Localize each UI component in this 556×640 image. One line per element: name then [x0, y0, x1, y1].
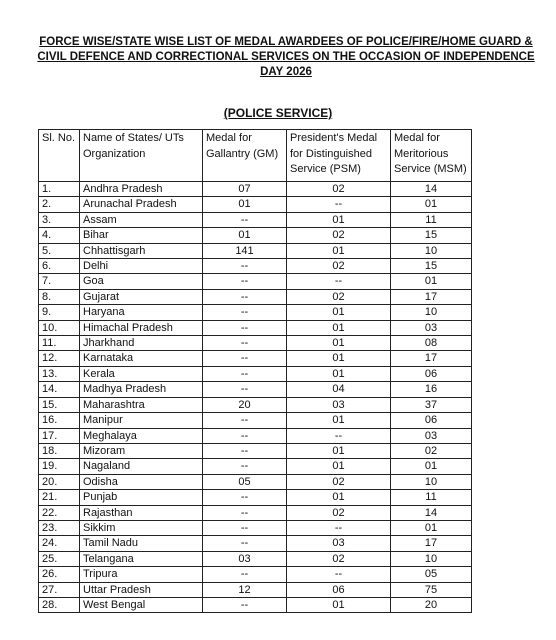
- state-name-cell: Tripura: [80, 567, 203, 582]
- psm-cell: 01: [287, 320, 391, 335]
- header-gallantry: Medal for Gallantry (GM): [203, 130, 287, 182]
- psm-cell: --: [287, 520, 391, 535]
- msm-cell: 05: [391, 567, 472, 582]
- psm-cell: 02: [287, 259, 391, 274]
- sl-no-cell: 1.: [39, 182, 80, 197]
- table-row: [39, 520, 472, 535]
- msm-cell: 17: [391, 351, 472, 366]
- state-name-cell: Telangana: [80, 551, 203, 566]
- table-row: [39, 228, 472, 243]
- psm-cell: 03: [287, 397, 391, 412]
- gallantry-cell: --: [203, 428, 287, 443]
- table-row: [39, 490, 472, 505]
- msm-cell: 01: [391, 197, 472, 212]
- gallantry-cell: --: [203, 520, 287, 535]
- gallantry-cell: --: [203, 443, 287, 458]
- msm-cell: 11: [391, 490, 472, 505]
- psm-cell: 01: [287, 351, 391, 366]
- msm-cell: 20: [391, 597, 472, 612]
- msm-cell: 02: [391, 443, 472, 458]
- psm-cell: 02: [287, 228, 391, 243]
- sl-no-cell: 14.: [39, 382, 80, 397]
- document-title: FORCE WISE/STATE WISE LIST OF MEDAL AWARDEES OF POLICE/FIRE/HOME GUARD & CIVIL DEFENCE AND CORRECTIONAL SERVICES ON THE OCCASION OF INDEPENDENCE DAY 2026: [37, 36, 535, 78]
- gallantry-cell: 01: [203, 228, 287, 243]
- sl-no-cell: 5.: [39, 243, 80, 258]
- state-name-cell: West Bengal: [80, 597, 203, 612]
- state-name-cell: Kerala: [80, 366, 203, 381]
- state-name-cell: Odisha: [80, 474, 203, 489]
- sl-no-cell: 19.: [39, 459, 80, 474]
- state-name-cell: Mizoram: [80, 443, 203, 458]
- table-row: [39, 551, 472, 566]
- sl-no-cell: 27.: [39, 582, 80, 597]
- gallantry-cell: --: [203, 505, 287, 520]
- table-row: [39, 397, 472, 412]
- table-row: [39, 567, 472, 582]
- table-row: [39, 351, 472, 366]
- sl-no-cell: 23.: [39, 520, 80, 535]
- state-name-cell: Chhattisgarh: [80, 243, 203, 258]
- state-name-cell: Goa: [80, 274, 203, 289]
- gallantry-cell: --: [203, 336, 287, 351]
- gallantry-cell: --: [203, 490, 287, 505]
- sl-no-cell: 21.: [39, 490, 80, 505]
- state-name-cell: Punjab: [80, 490, 203, 505]
- sl-no-cell: 9.: [39, 305, 80, 320]
- table-body: [39, 182, 472, 613]
- sl-no-cell: 11.: [39, 336, 80, 351]
- gallantry-cell: --: [203, 259, 287, 274]
- gallantry-cell: --: [203, 597, 287, 612]
- gallantry-cell: --: [203, 274, 287, 289]
- sl-no-cell: 2.: [39, 197, 80, 212]
- msm-cell: 11: [391, 212, 472, 227]
- header-psm: President's Medal for Distinguished Service (PSM): [287, 130, 391, 182]
- gallantry-cell: 03: [203, 551, 287, 566]
- psm-cell: 01: [287, 443, 391, 458]
- state-name-cell: Tamil Nadu: [80, 536, 203, 551]
- msm-cell: 17: [391, 536, 472, 551]
- sl-no-cell: 6.: [39, 259, 80, 274]
- sl-no-cell: 25.: [39, 551, 80, 566]
- table-row: [39, 320, 472, 335]
- table-row: [39, 536, 472, 551]
- psm-cell: 02: [287, 474, 391, 489]
- state-name-cell: Uttar Pradesh: [80, 582, 203, 597]
- header-msm: Medal for Meritorious Service (MSM): [391, 130, 472, 182]
- table-row: [39, 212, 472, 227]
- psm-cell: 01: [287, 305, 391, 320]
- sl-no-cell: 20.: [39, 474, 80, 489]
- msm-cell: 37: [391, 397, 472, 412]
- state-name-cell: Meghalaya: [80, 428, 203, 443]
- gallantry-cell: --: [203, 459, 287, 474]
- msm-cell: 15: [391, 228, 472, 243]
- psm-cell: 04: [287, 382, 391, 397]
- sl-no-cell: 4.: [39, 228, 80, 243]
- table-row: [39, 505, 472, 520]
- msm-cell: 10: [391, 474, 472, 489]
- gallantry-cell: 01: [203, 197, 287, 212]
- table-row: [39, 597, 472, 612]
- sl-no-cell: 3.: [39, 212, 80, 227]
- table-row: [39, 474, 472, 489]
- state-name-cell: Bihar: [80, 228, 203, 243]
- sl-no-cell: 7.: [39, 274, 80, 289]
- psm-cell: 01: [287, 336, 391, 351]
- gallantry-cell: --: [203, 413, 287, 428]
- state-name-cell: Jharkhand: [80, 336, 203, 351]
- state-name-cell: Manipur: [80, 413, 203, 428]
- table-row: [39, 182, 472, 197]
- msm-cell: 03: [391, 428, 472, 443]
- state-name-cell: Andhra Pradesh: [80, 182, 203, 197]
- sl-no-cell: 10.: [39, 320, 80, 335]
- header-sl-no: Sl. No.: [39, 130, 80, 182]
- msm-cell: 14: [391, 505, 472, 520]
- table-row: [39, 428, 472, 443]
- table-row: [39, 336, 472, 351]
- state-name-cell: Haryana: [80, 305, 203, 320]
- gallantry-cell: --: [203, 567, 287, 582]
- psm-cell: 03: [287, 536, 391, 551]
- table-row: [39, 243, 472, 258]
- psm-cell: 01: [287, 243, 391, 258]
- sl-no-cell: 12.: [39, 351, 80, 366]
- psm-cell: 06: [287, 582, 391, 597]
- gallantry-cell: --: [203, 305, 287, 320]
- gallantry-cell: 20: [203, 397, 287, 412]
- msm-cell: 01: [391, 274, 472, 289]
- gallantry-cell: --: [203, 289, 287, 304]
- state-name-cell: Nagaland: [80, 459, 203, 474]
- sl-no-cell: 16.: [39, 413, 80, 428]
- table-row: [39, 197, 472, 212]
- gallantry-cell: --: [203, 320, 287, 335]
- gallantry-cell: 05: [203, 474, 287, 489]
- table-row: [39, 413, 472, 428]
- psm-cell: 01: [287, 597, 391, 612]
- msm-cell: 15: [391, 259, 472, 274]
- msm-cell: 10: [391, 243, 472, 258]
- gallantry-cell: --: [203, 536, 287, 551]
- psm-cell: --: [287, 428, 391, 443]
- table-row: [39, 366, 472, 381]
- gallantry-cell: 12: [203, 582, 287, 597]
- sl-no-cell: 26.: [39, 567, 80, 582]
- table-row: [39, 382, 472, 397]
- medal-table: [38, 129, 472, 613]
- gallantry-cell: --: [203, 382, 287, 397]
- msm-cell: 01: [391, 459, 472, 474]
- msm-cell: 14: [391, 182, 472, 197]
- state-name-cell: Sikkim: [80, 520, 203, 535]
- gallantry-cell: 141: [203, 243, 287, 258]
- table-row: [39, 289, 472, 304]
- sl-no-cell: 24.: [39, 536, 80, 551]
- table-row: [39, 443, 472, 458]
- psm-cell: 02: [287, 182, 391, 197]
- psm-cell: 01: [287, 413, 391, 428]
- psm-cell: 01: [287, 490, 391, 505]
- psm-cell: --: [287, 567, 391, 582]
- table-header-row: [39, 130, 472, 182]
- header-state-name: Name of States/ UTs Organization: [80, 130, 203, 182]
- table-row: [39, 459, 472, 474]
- msm-cell: 10: [391, 551, 472, 566]
- state-name-cell: Maharashtra: [80, 397, 203, 412]
- msm-cell: 03: [391, 320, 472, 335]
- sl-no-cell: 17.: [39, 428, 80, 443]
- gallantry-cell: 07: [203, 182, 287, 197]
- sl-no-cell: 15.: [39, 397, 80, 412]
- sl-no-cell: 13.: [39, 366, 80, 381]
- table-row: [39, 274, 472, 289]
- state-name-cell: Madhya Pradesh: [80, 382, 203, 397]
- psm-cell: 02: [287, 289, 391, 304]
- msm-cell: 17: [391, 289, 472, 304]
- psm-cell: 01: [287, 366, 391, 381]
- state-name-cell: Arunachal Pradesh: [80, 197, 203, 212]
- state-name-cell: Delhi: [80, 259, 203, 274]
- state-name-cell: Assam: [80, 212, 203, 227]
- psm-cell: 02: [287, 551, 391, 566]
- msm-cell: 10: [391, 305, 472, 320]
- state-name-cell: Rajasthan: [80, 505, 203, 520]
- state-name-cell: Gujarat: [80, 289, 203, 304]
- psm-cell: 01: [287, 212, 391, 227]
- msm-cell: 16: [391, 382, 472, 397]
- psm-cell: --: [287, 197, 391, 212]
- msm-cell: 06: [391, 366, 472, 381]
- state-name-cell: Himachal Pradesh: [80, 320, 203, 335]
- msm-cell: 06: [391, 413, 472, 428]
- table-row: [39, 582, 472, 597]
- msm-cell: 75: [391, 582, 472, 597]
- gallantry-cell: --: [203, 212, 287, 227]
- msm-cell: 01: [391, 520, 472, 535]
- state-name-cell: Karnataka: [80, 351, 203, 366]
- psm-cell: 01: [287, 459, 391, 474]
- section-subtitle: (POLICE SERVICE): [223, 106, 333, 120]
- msm-cell: 08: [391, 336, 472, 351]
- gallantry-cell: --: [203, 351, 287, 366]
- sl-no-cell: 18.: [39, 443, 80, 458]
- psm-cell: --: [287, 274, 391, 289]
- table-row: [39, 305, 472, 320]
- sl-no-cell: 22.: [39, 505, 80, 520]
- gallantry-cell: --: [203, 366, 287, 381]
- sl-no-cell: 8.: [39, 289, 80, 304]
- table-row: [39, 259, 472, 274]
- sl-no-cell: 28.: [39, 597, 80, 612]
- psm-cell: 02: [287, 505, 391, 520]
